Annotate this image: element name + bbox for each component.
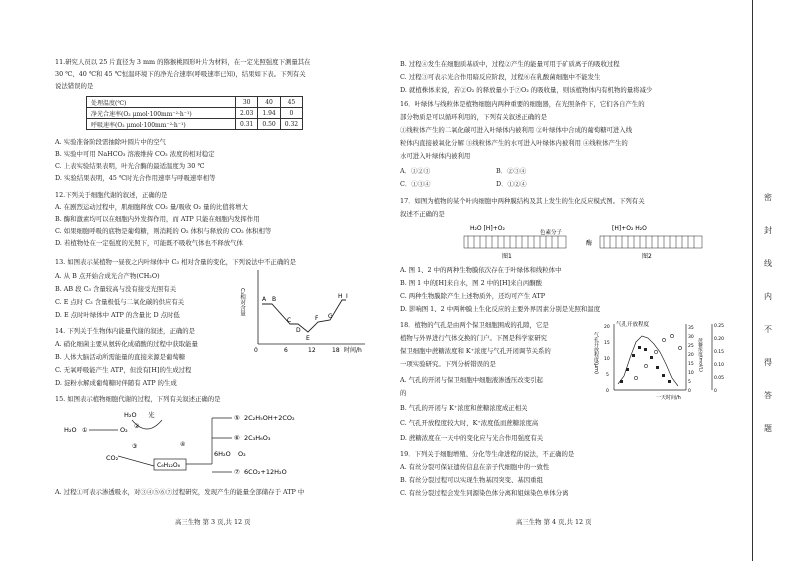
q15-stem: 15. 如图表示植物细胞代谢的过程，下列有关叙述正确的是 <box>55 395 221 403</box>
diagram-label: O₂ <box>120 426 128 434</box>
q13-option-a: A. 从 B 点开始合成光合产物(CH₂O) <box>55 272 160 280</box>
q12-option-a: A. 在剧烈运动过程中，肌细胞释放 CO₂ 量/吸收 O₂ 量的比值将增大 <box>55 203 248 211</box>
table-row <box>87 119 303 130</box>
point-label-c: C <box>287 317 292 324</box>
right-y-axis-label: 蔗糖浓度(mol/L) <box>697 338 703 372</box>
q16-option-c: C．①③④ <box>400 180 431 188</box>
table-cell: 45 <box>280 97 302 108</box>
diagram-label: 2C₂H₅OH+2CO₂ <box>244 414 295 422</box>
q14-option-a: A. 硝化细菌主要从氨转化成硝酸的过程中获取能量 <box>55 340 198 348</box>
arrow-line <box>118 456 154 466</box>
mid-tick: 30 <box>688 335 694 340</box>
left-page <box>0 0 392 561</box>
q17-stem-line1: 17．如图为植物的某个叶肉细胞中两种膜结构及其上发生的生化反应模式图。下列有关 <box>400 197 645 205</box>
q12-option-d: D. 若植物处在一定强度的光照下，可能既不吸收气体也不释放气体 <box>55 239 243 247</box>
left-tick: 20 <box>604 325 610 330</box>
left-tick: 0 <box>606 389 609 394</box>
q15-option-d: D. 就植株体来说，若②O₂ 的释放量小于⑦O₂ 的吸收量，则该植物体内有机物的量将减少 <box>400 86 653 94</box>
margin-char: 封 <box>764 226 772 235</box>
q13-option-c: C. E 点时 C₃ 含量极低与二氧化碳的供应有关 <box>55 298 185 306</box>
q18-stem-line1: 18．植物的气孔是由两个保卫细胞围成的孔隙，它是 <box>400 321 549 329</box>
margin-char: 答 <box>764 391 772 400</box>
q18-option-d: D. 蔗糖浓度在一天中的变化应与光合作用强度有关 <box>400 434 544 442</box>
tick-label: 18 <box>332 347 340 354</box>
q11-stem-line2: 30 ℃、40 ℃和 45 ℃恒温环境下的净光合速率(呼吸速率已知)，结果如下表。下列有关 <box>55 70 306 78</box>
q15-option-c: C. 过程③可表示光合作用暗反应阶段，过程⑥在乳酸菌细胞中不能发生 <box>400 73 601 81</box>
diagram-label: ③ <box>132 443 138 450</box>
binding-margin-text <box>760 192 776 456</box>
table-cell: 2.03 <box>236 108 258 119</box>
series-label: 气孔开放程度 <box>616 322 650 328</box>
table-cell: 1.94 <box>258 108 280 119</box>
q15-option-a: A. 过程①可表示渗透吸水，对③④⑤⑥⑦过程研究，发现产生的能量全部储存于 ATP 中 <box>55 488 305 496</box>
left-tick: 15 <box>604 341 610 346</box>
q16-stem-line1: 16．叶绿体与线粒体是植物细胞内两种重要的细胞器，在光照条件下，它们各自产生的 <box>400 100 645 108</box>
q11-option-d: D. 实验结果表明，45 ℃时光合作用速率与呼吸速率相等 <box>55 174 216 182</box>
q18-option-c: C. 气孔开放程度较大时，K⁺浓度低而蔗糖浓度高 <box>400 419 539 427</box>
c3-curve <box>262 300 346 332</box>
q13-option-d: D. E 点时叶绿体中 ATP 的含量比 D 点时低 <box>55 311 180 319</box>
q16-option-b: B．②③④ <box>496 167 527 175</box>
tick-label: 0 <box>254 347 258 354</box>
mid-tick: 5 <box>688 380 691 385</box>
right-page-footer: 高三生物 第 4 页,共 12 页 <box>516 518 592 526</box>
x-axis-label: 时间/h <box>344 347 362 354</box>
q16-stem-line2: 部分物质是可以循环利用的，下列有关叙述正确的是 <box>400 113 547 121</box>
q18-stem-line4: 一项实验研究。下列分析错误的是 <box>400 360 496 368</box>
q11-option-a: A. 实验准备阶段需抽除叶圆片中的空气 <box>55 138 166 146</box>
q14-option-b: B. 人体大脑活动所需能量的直接来源是葡萄糖 <box>55 353 186 361</box>
tick-label: 12 <box>308 347 316 354</box>
q18-option-a-cont: 的 <box>400 389 407 397</box>
margin-char: 内 <box>764 292 772 301</box>
q12-stem: 12.下列关于细胞代谢的叙述，正确的是 <box>55 191 168 199</box>
q18-stem-line2: 植物与外界进行气体交换的门户。下图是科学家研究 <box>400 334 547 342</box>
q14-stem: 14. 下列关于生物体内能量代谢的叙述，正确的是 <box>55 327 196 335</box>
right-tick: 0.20 <box>714 337 725 342</box>
q16-statement-line3: 水可进入叶绿体内被利用 <box>400 152 471 160</box>
q19-option-c: C. 有丝分裂过程会发生同源染色体分离和姐妹染色单体分离 <box>400 489 569 497</box>
q12-option-c: C. 如果细胞呼吸的底物是葡萄糖，则消耗的 O₂ 体积与释放的 CO₂ 体积相等 <box>55 227 272 235</box>
x-axis-label: 一天时间/h <box>656 395 681 401</box>
mid-tick: 20 <box>688 353 694 358</box>
fig1-membrane <box>464 236 566 248</box>
q17-option-b: B. 图 1 中的[H]来自水，图 2 中的[H]来自丙酮酸 <box>400 279 542 287</box>
q11-stem-line3: 说法错误的是 <box>55 82 94 90</box>
fig1-reaction-label: H₂O [H]+O₂ <box>470 225 505 232</box>
point-label-i: I <box>346 293 348 300</box>
right-tick: 0.15 <box>714 350 725 355</box>
q16-statement-line1: ①线粒体产生的二氧化碳可进入叶绿体内被利用 ②叶绿体中合成的葡萄糖可进入线 <box>400 126 633 134</box>
q15-metabolism-diagram <box>62 408 342 482</box>
table-cell: 0 <box>280 108 302 119</box>
diagram-label: ① <box>82 427 88 434</box>
mid-tick: 35 <box>688 326 694 331</box>
fig1-caption: 图1 <box>502 253 512 260</box>
tick-label: 6 <box>284 347 288 354</box>
right-tick: 0.05 <box>714 376 725 381</box>
diagram-label: ② <box>134 423 140 430</box>
q18-option-a: A. 气孔的开闭与保卫细胞中细胞液渗透压改变引起 <box>400 376 543 384</box>
mid-tick: 15 <box>688 362 694 367</box>
q17-membrane-figures <box>462 222 722 262</box>
fig2-caption: 图2 <box>642 253 652 260</box>
point-label-d: D <box>296 327 301 334</box>
diagram-label: ⑦ <box>234 468 240 476</box>
right-page <box>396 0 742 561</box>
point-label-b: B <box>272 296 277 303</box>
y-axis-label: C₃相对含量 <box>239 288 245 317</box>
mid-tick: 0 <box>688 389 691 394</box>
point-label-e: E <box>306 335 310 342</box>
diagram-label: H₂O <box>124 411 137 419</box>
diagram-label: 光 <box>148 411 155 419</box>
q18-stomata-chart <box>593 318 736 402</box>
table-cell: 净光合速率(O₂ μmol·100mm⁻²·h⁻¹) <box>87 108 236 119</box>
q17-option-d: D. 影响图 1、2 中两种膜上生化反应的主要外界因素分别是光照和温度 <box>400 305 601 313</box>
table-cell: 呼吸速率(O₂ μmol·100mm⁻²·h⁻¹) <box>87 119 236 130</box>
right-tick: 0.25 <box>714 324 725 329</box>
fig2-membrane <box>600 236 702 248</box>
margin-char: 密 <box>764 193 772 202</box>
table-cell: 0.31 <box>236 119 258 130</box>
table-cell: 0.50 <box>258 119 280 130</box>
table-cell: 30 <box>236 97 258 108</box>
q16-option-d: D．①②④ <box>496 180 527 188</box>
q11-option-b: B. 实验中可用 NaHCO₃ 溶液维持 CO₂ 浓度的相对稳定 <box>55 150 215 158</box>
margin-char: 线 <box>764 259 772 268</box>
point-label-h: H <box>338 293 343 300</box>
right-tick: 0.10 <box>714 363 725 368</box>
diagram-label: CO₂ <box>106 454 119 462</box>
q14-option-d: D. 淀粉水解成葡萄糖时伴随有 ATP 的生成 <box>55 379 177 387</box>
q13-stem: 13. 如图表示某植物一昼夜之内叶绿体中 C₃ 相对含量的变化，下列说法中不正确的是 <box>55 258 296 266</box>
table-cell: 处理温度(℃) <box>87 97 236 108</box>
margin-char: 题 <box>764 424 772 433</box>
diagram-label: H₂O <box>64 426 77 434</box>
q16-option-a: A．①②③ <box>400 167 431 175</box>
point-label-f: F <box>315 315 319 322</box>
left-y-axis-label: 气孔开放程度(μm) <box>593 332 599 374</box>
mid-tick: 10 <box>688 371 694 376</box>
enzyme-label: 酶 <box>586 240 593 247</box>
q18-option-b: B. 气孔的开闭与 K⁺浓度和蔗糖浓度成正相关 <box>400 404 528 412</box>
q11-stem-line1: 11.研究人员以 25 片直径为 3 mm 的猕猴桃圆形叶片为材料，在一定光照强度下测量其在 <box>55 58 311 66</box>
q11-option-c: C. 上表实验结果表明，叶光合酶的最适温度为 30 ℃ <box>55 162 205 170</box>
table-cell: 40 <box>258 97 280 108</box>
diagram-label: ⑥ <box>234 434 240 442</box>
q17-option-a: A. 图 1、2 中的两种生物膜依次存在于叶绿体和线粒体中 <box>400 266 562 274</box>
binding-line <box>752 0 753 561</box>
left-page-footer: 高三生物 第 3 页,共 12 页 <box>175 518 251 526</box>
margin-char: 不 <box>764 325 772 334</box>
diagram-label: ④ <box>180 441 186 448</box>
q12-option-b: B. 酶和激素均可以在细胞内外发挥作用，而 ATP 只能在细胞内发挥作用 <box>55 215 260 223</box>
diagram-label: 2C₃H₆O₃ <box>244 434 271 442</box>
q16-statement-line2: 粒体内直接被氧化分解 ③线粒体产生的水可进入叶绿体内被利用 ④线粒体产生的 <box>400 139 628 147</box>
q13-option-b: B. AB 段 C₃ 含量较高与没有接受光照有关 <box>55 285 177 293</box>
q19-option-a: A. 有丝分裂可保证遗传信息在亲子代细胞中的一致性 <box>400 463 550 471</box>
q13-c3-chart <box>240 266 370 354</box>
left-tick: 5 <box>606 373 609 378</box>
left-tick: 10 <box>604 357 610 362</box>
diagram-label: 6CO₂+12H₂O <box>244 468 287 476</box>
sucrose-marks <box>634 334 681 379</box>
q17-option-c: C. 两种生物膜除产生上述物质外，还均可产生 ATP <box>400 292 546 300</box>
right-tick: 0 <box>714 389 717 394</box>
point-label-g: G <box>328 313 333 320</box>
fig2-reaction-label: [H]+O₂ H₂O <box>612 225 647 232</box>
q15-option-b: B. 过程④发生在细胞质基质中，过程②产生的能量可用于矿质离子的吸收过程 <box>400 60 620 68</box>
q18-stem-line3: 保卫细胞中蔗糖浓度和 K⁺浓度与气孔开闭调节关系的 <box>400 347 551 355</box>
q19-option-b: B. 有丝分裂过程可以实现生物基因突变、基因重组 <box>400 476 543 484</box>
table-row <box>87 108 303 119</box>
margin-char: 得 <box>764 358 772 367</box>
point-label-a: A <box>262 296 267 303</box>
table-header-row <box>87 97 303 108</box>
stomata-curve <box>618 336 678 386</box>
q19-stem: 19．下列关于细胞增殖、分化等生命进程的说法，不正确的是 <box>400 450 575 458</box>
diagram-label: O₂ <box>238 450 246 458</box>
diagram-label: 6H₂O <box>214 450 231 458</box>
q17-stem-line2: 叙述不正确的是 <box>400 210 445 218</box>
q11-data-table <box>86 96 303 130</box>
diagram-label: ⑤ <box>234 414 240 422</box>
mid-tick: 25 <box>688 344 694 349</box>
q14-option-c: C. 无氧呼吸能产生 ATP，但没有[H]的生成过程 <box>55 366 192 374</box>
table-cell: 0.32 <box>280 119 302 130</box>
diagram-label: C₆H₁₂O₆ <box>157 462 181 469</box>
pigment-label: 色素分子 <box>540 230 563 236</box>
